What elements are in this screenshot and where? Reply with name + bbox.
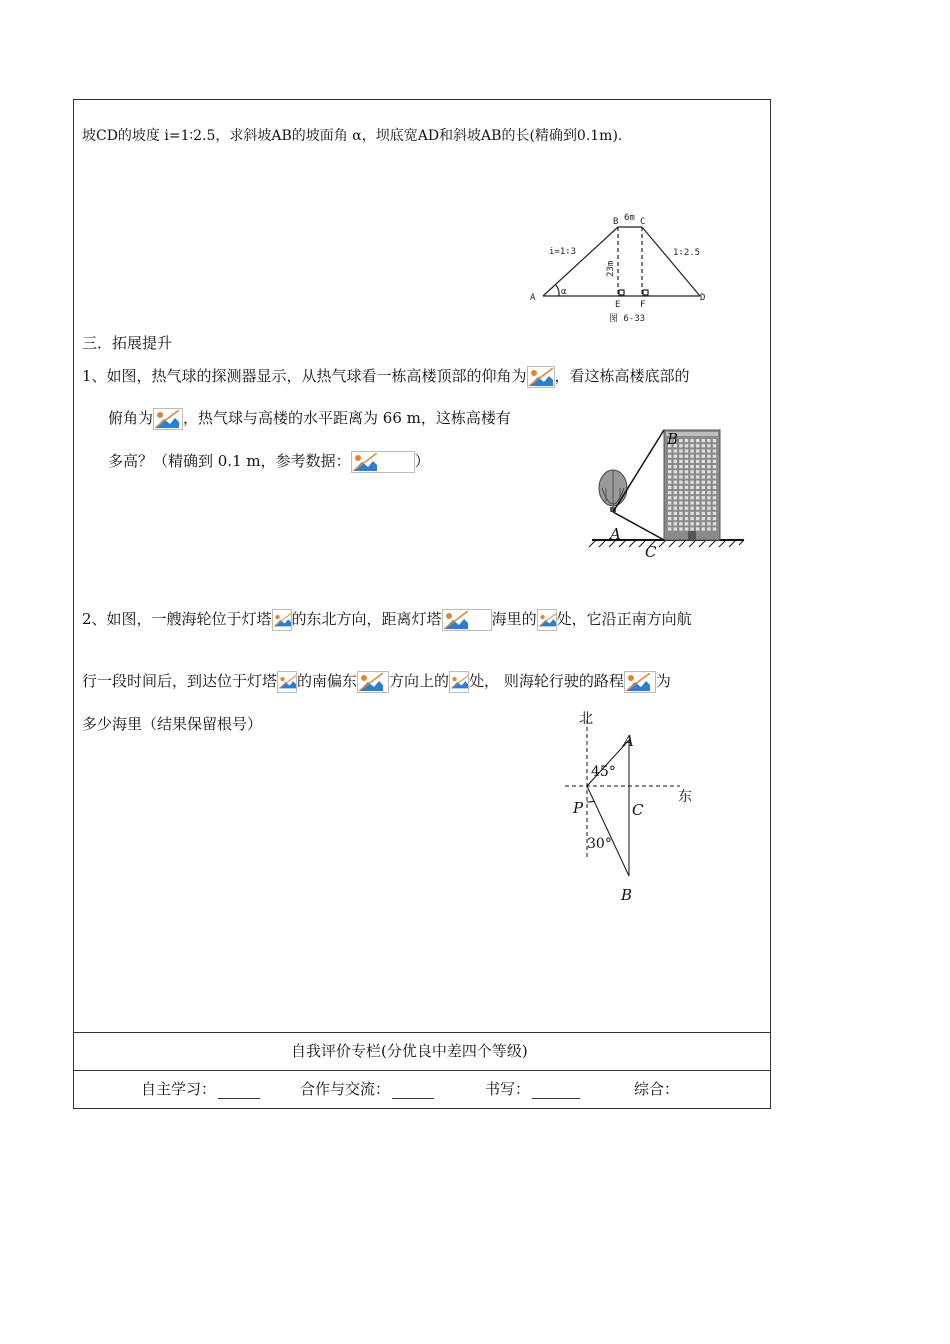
building-window bbox=[713, 455, 716, 458]
building-window bbox=[696, 444, 699, 447]
dam-caption: 图 6-33 bbox=[609, 314, 646, 324]
building-window bbox=[707, 460, 710, 463]
building-window bbox=[674, 512, 677, 515]
divider-line bbox=[73, 1070, 771, 1071]
building-window bbox=[707, 465, 710, 468]
building-window bbox=[713, 475, 716, 478]
building-window bbox=[713, 491, 716, 494]
building-window bbox=[685, 460, 688, 463]
building-window bbox=[702, 491, 705, 494]
building-window bbox=[690, 470, 693, 473]
building-window bbox=[668, 507, 671, 510]
building-window bbox=[702, 444, 705, 447]
building-window bbox=[707, 444, 710, 447]
building-window bbox=[702, 522, 705, 525]
building-window bbox=[668, 455, 671, 458]
building-window bbox=[702, 517, 705, 520]
image-placeholder-icon bbox=[357, 671, 389, 693]
score-blank[interactable] bbox=[218, 1084, 260, 1099]
building-window bbox=[696, 470, 699, 473]
building-window bbox=[679, 501, 682, 504]
score-blank[interactable] bbox=[392, 1084, 434, 1099]
building-window bbox=[696, 527, 699, 530]
q1-line2 bbox=[108, 408, 511, 430]
building-window bbox=[668, 465, 671, 468]
q1-text: 1、如图，热气球的探测器显示，从热气球看一栋高楼顶部的仰角为 bbox=[82, 367, 527, 385]
building-window bbox=[696, 496, 699, 499]
building-window bbox=[690, 444, 693, 447]
building-window bbox=[690, 496, 693, 499]
building-window bbox=[702, 501, 705, 504]
building-window bbox=[696, 455, 699, 458]
q1-text: 多高？（精确到 0.1 m，参考数据： bbox=[108, 452, 351, 470]
q2-text: 行一段时间后，到达位于灯塔 bbox=[82, 672, 278, 690]
image-placeholder-icon bbox=[537, 609, 557, 631]
building-window bbox=[707, 501, 710, 504]
q1-text: 俯角为 bbox=[108, 409, 154, 427]
direction-north: 北 bbox=[579, 711, 593, 727]
building-window bbox=[690, 486, 693, 489]
building-window bbox=[702, 460, 705, 463]
evaluation-title: 自我评价专栏(分优良中差四个等级) bbox=[291, 1042, 528, 1060]
dam-top-width: 6m bbox=[624, 213, 635, 223]
q1-label-A: A bbox=[610, 525, 621, 543]
q1-text: ，看这栋高楼底部的 bbox=[554, 367, 690, 385]
image-placeholder-icon bbox=[272, 609, 292, 631]
building-window bbox=[668, 501, 671, 504]
building-window bbox=[702, 481, 705, 484]
building-window bbox=[690, 527, 693, 530]
q2-line2 bbox=[82, 671, 671, 693]
evaluation-label: 书写： bbox=[485, 1080, 531, 1098]
building-window bbox=[685, 465, 688, 468]
evaluation-item bbox=[485, 1078, 580, 1099]
building-window bbox=[707, 470, 710, 473]
building-window bbox=[707, 517, 710, 520]
building-window bbox=[674, 449, 677, 452]
building-window bbox=[702, 449, 705, 452]
building-window bbox=[690, 522, 693, 525]
building-window bbox=[713, 449, 716, 452]
building-window bbox=[690, 517, 693, 520]
angle-45: 45° bbox=[591, 764, 616, 780]
building-window bbox=[679, 491, 682, 494]
building-window bbox=[702, 486, 705, 489]
building-window bbox=[696, 491, 699, 494]
building-window bbox=[707, 491, 710, 494]
dam-point-E: E bbox=[615, 300, 621, 310]
building-window bbox=[679, 460, 682, 463]
dam-angle: α bbox=[561, 287, 567, 297]
balloon-building-figure bbox=[588, 425, 748, 560]
building-window bbox=[696, 475, 699, 478]
building-window bbox=[668, 475, 671, 478]
building-window bbox=[702, 470, 705, 473]
building-window bbox=[685, 527, 688, 530]
building-window bbox=[674, 507, 677, 510]
building-window bbox=[696, 460, 699, 463]
building-window bbox=[696, 517, 699, 520]
point-P: P bbox=[573, 799, 584, 817]
image-placeholder-icon bbox=[624, 671, 656, 693]
building-window bbox=[679, 455, 682, 458]
building-window bbox=[685, 512, 688, 515]
dam-trapezoid-figure bbox=[525, 205, 725, 330]
building-window bbox=[690, 512, 693, 515]
building-window bbox=[702, 455, 705, 458]
building-window bbox=[696, 481, 699, 484]
point-C: C bbox=[632, 801, 644, 819]
building-window bbox=[713, 439, 716, 442]
q1-text: ，热气球与高楼的水平距离为 66 m，这栋高楼有 bbox=[183, 409, 511, 427]
building-window bbox=[674, 501, 677, 504]
building-window bbox=[668, 449, 671, 452]
image-placeholder-icon bbox=[277, 671, 297, 693]
q2-text: 2、如图，一艘海轮位于灯塔 bbox=[82, 610, 272, 628]
building-window bbox=[685, 475, 688, 478]
dam-point-D: D bbox=[700, 293, 706, 303]
q2-text: 处，它沿正南方向航 bbox=[556, 610, 692, 628]
building-window bbox=[713, 517, 716, 520]
q2-line3: 多少海里（结果保留根号） bbox=[82, 715, 263, 733]
building-window bbox=[702, 475, 705, 478]
building-window bbox=[674, 460, 677, 463]
building-window bbox=[690, 449, 693, 452]
building-window bbox=[702, 507, 705, 510]
building-window bbox=[713, 444, 716, 447]
building-window bbox=[702, 439, 705, 442]
building-window bbox=[707, 522, 710, 525]
building-window bbox=[707, 486, 710, 489]
building-window bbox=[668, 491, 671, 494]
building-window bbox=[690, 481, 693, 484]
direction-east: 东 bbox=[678, 789, 692, 805]
building-window bbox=[674, 481, 677, 484]
building-window bbox=[674, 491, 677, 494]
q1-text: ） bbox=[414, 452, 430, 470]
q2-line1 bbox=[82, 609, 692, 631]
building-window bbox=[685, 486, 688, 489]
problem-tail-text: 坡CD的坡度 i=1∶2.5，求斜坡AB的坡面角 α，坝底宽AD和斜坡AB的长(精确到0.1m). bbox=[82, 128, 623, 144]
q2-text: 为 bbox=[655, 672, 671, 690]
building-window bbox=[702, 465, 705, 468]
building-window bbox=[679, 522, 682, 525]
building-window bbox=[674, 455, 677, 458]
building-window bbox=[690, 460, 693, 463]
building-window bbox=[685, 449, 688, 452]
building-window bbox=[707, 475, 710, 478]
building-window bbox=[690, 501, 693, 504]
evaluation-label: 综合： bbox=[634, 1080, 680, 1098]
building-window bbox=[696, 507, 699, 510]
dam-point-F: F bbox=[640, 300, 646, 310]
building-window bbox=[685, 439, 688, 442]
point-B: B bbox=[621, 886, 633, 904]
building-window bbox=[668, 460, 671, 463]
building-window bbox=[668, 527, 671, 530]
building-window bbox=[679, 481, 682, 484]
point-A: A bbox=[623, 732, 634, 750]
section-title: 三．拓展提升 bbox=[82, 334, 173, 352]
building-window bbox=[668, 481, 671, 484]
nautical-direction-figure bbox=[565, 710, 705, 910]
building-window bbox=[713, 501, 716, 504]
building-window bbox=[679, 444, 682, 447]
building-window bbox=[713, 486, 716, 489]
building-window bbox=[690, 507, 693, 510]
building-window bbox=[668, 522, 671, 525]
building-window bbox=[690, 439, 693, 442]
building-window bbox=[690, 465, 693, 468]
image-placeholder-icon bbox=[351, 451, 415, 473]
image-placeholder-icon bbox=[442, 609, 492, 631]
dam-point-C: C bbox=[640, 217, 646, 227]
building-window bbox=[674, 475, 677, 478]
building-window bbox=[679, 475, 682, 478]
building-window bbox=[713, 507, 716, 510]
dam-point-B: B bbox=[613, 217, 619, 227]
q2-text: 的东北方向，距离灯塔 bbox=[291, 610, 442, 628]
building-window bbox=[690, 475, 693, 478]
building-window bbox=[713, 522, 716, 525]
building-window bbox=[674, 517, 677, 520]
building-window bbox=[707, 455, 710, 458]
building-window bbox=[679, 449, 682, 452]
building-window bbox=[702, 512, 705, 515]
building-window bbox=[685, 501, 688, 504]
q1-line3 bbox=[108, 451, 430, 473]
building-window bbox=[696, 486, 699, 489]
building-window bbox=[702, 527, 705, 530]
building-window bbox=[674, 522, 677, 525]
q2-text: 方向上的 bbox=[389, 672, 450, 690]
image-placeholder-icon bbox=[153, 408, 183, 430]
building-window bbox=[707, 512, 710, 515]
building-window bbox=[713, 527, 716, 530]
building-window bbox=[713, 465, 716, 468]
building-window bbox=[685, 470, 688, 473]
building-window bbox=[696, 449, 699, 452]
building-window bbox=[696, 522, 699, 525]
building-window bbox=[690, 455, 693, 458]
dam-point-A: A bbox=[530, 293, 536, 303]
image-placeholder-icon bbox=[449, 671, 469, 693]
building-window bbox=[713, 512, 716, 515]
building-window bbox=[679, 527, 682, 530]
q1-line1 bbox=[82, 366, 690, 388]
q2-text: 的南偏东 bbox=[297, 672, 358, 690]
building-window bbox=[674, 465, 677, 468]
building-window bbox=[707, 507, 710, 510]
score-blank[interactable] bbox=[532, 1084, 580, 1099]
building-window bbox=[668, 486, 671, 489]
building-window bbox=[685, 455, 688, 458]
building-window bbox=[713, 496, 716, 499]
evaluation-label: 合作与交流： bbox=[300, 1080, 391, 1098]
building-window bbox=[685, 444, 688, 447]
building-window bbox=[696, 439, 699, 442]
building-window bbox=[696, 501, 699, 504]
building-window bbox=[707, 439, 710, 442]
divider-line bbox=[73, 1032, 771, 1033]
building-window bbox=[702, 496, 705, 499]
q2-text: 处， 则海轮行驶的路程 bbox=[469, 672, 624, 690]
building-window bbox=[685, 491, 688, 494]
image-placeholder-icon bbox=[527, 366, 555, 388]
building-window bbox=[679, 465, 682, 468]
building-window bbox=[685, 522, 688, 525]
building-window bbox=[696, 512, 699, 515]
dam-left-slope: i=1∶3 bbox=[549, 247, 577, 257]
dam-right-slope: 1∶2.5 bbox=[673, 248, 701, 258]
building-window bbox=[707, 449, 710, 452]
evaluation-label: 自主学习： bbox=[141, 1080, 217, 1098]
building-window bbox=[707, 527, 710, 530]
evaluation-item bbox=[634, 1078, 679, 1099]
q1-label-C: C bbox=[645, 543, 657, 560]
q2-text: 海里的 bbox=[491, 610, 537, 628]
evaluation-item bbox=[141, 1078, 260, 1099]
building-window bbox=[679, 439, 682, 442]
building-window bbox=[685, 507, 688, 510]
building-window bbox=[679, 470, 682, 473]
building-window bbox=[679, 496, 682, 499]
dam-height: 23m bbox=[606, 260, 616, 277]
building-window bbox=[707, 481, 710, 484]
building-window bbox=[674, 486, 677, 489]
building-window bbox=[696, 465, 699, 468]
building-window bbox=[707, 496, 710, 499]
building-window bbox=[713, 481, 716, 484]
building-window bbox=[685, 496, 688, 499]
building-window bbox=[674, 470, 677, 473]
building-window bbox=[679, 512, 682, 515]
building-window bbox=[668, 470, 671, 473]
building-window bbox=[679, 507, 682, 510]
building-window bbox=[713, 460, 716, 463]
building-window bbox=[668, 512, 671, 515]
building-window bbox=[668, 517, 671, 520]
building-window bbox=[690, 491, 693, 494]
building-window bbox=[674, 527, 677, 530]
q1-label-B: B bbox=[667, 430, 679, 448]
angle-30: 30° bbox=[587, 836, 612, 852]
building-window bbox=[679, 517, 682, 520]
building-window bbox=[679, 486, 682, 489]
building-window bbox=[674, 496, 677, 499]
evaluation-item bbox=[300, 1078, 434, 1099]
building-window bbox=[668, 496, 671, 499]
building-window bbox=[713, 470, 716, 473]
building-window bbox=[685, 517, 688, 520]
building-window bbox=[685, 481, 688, 484]
